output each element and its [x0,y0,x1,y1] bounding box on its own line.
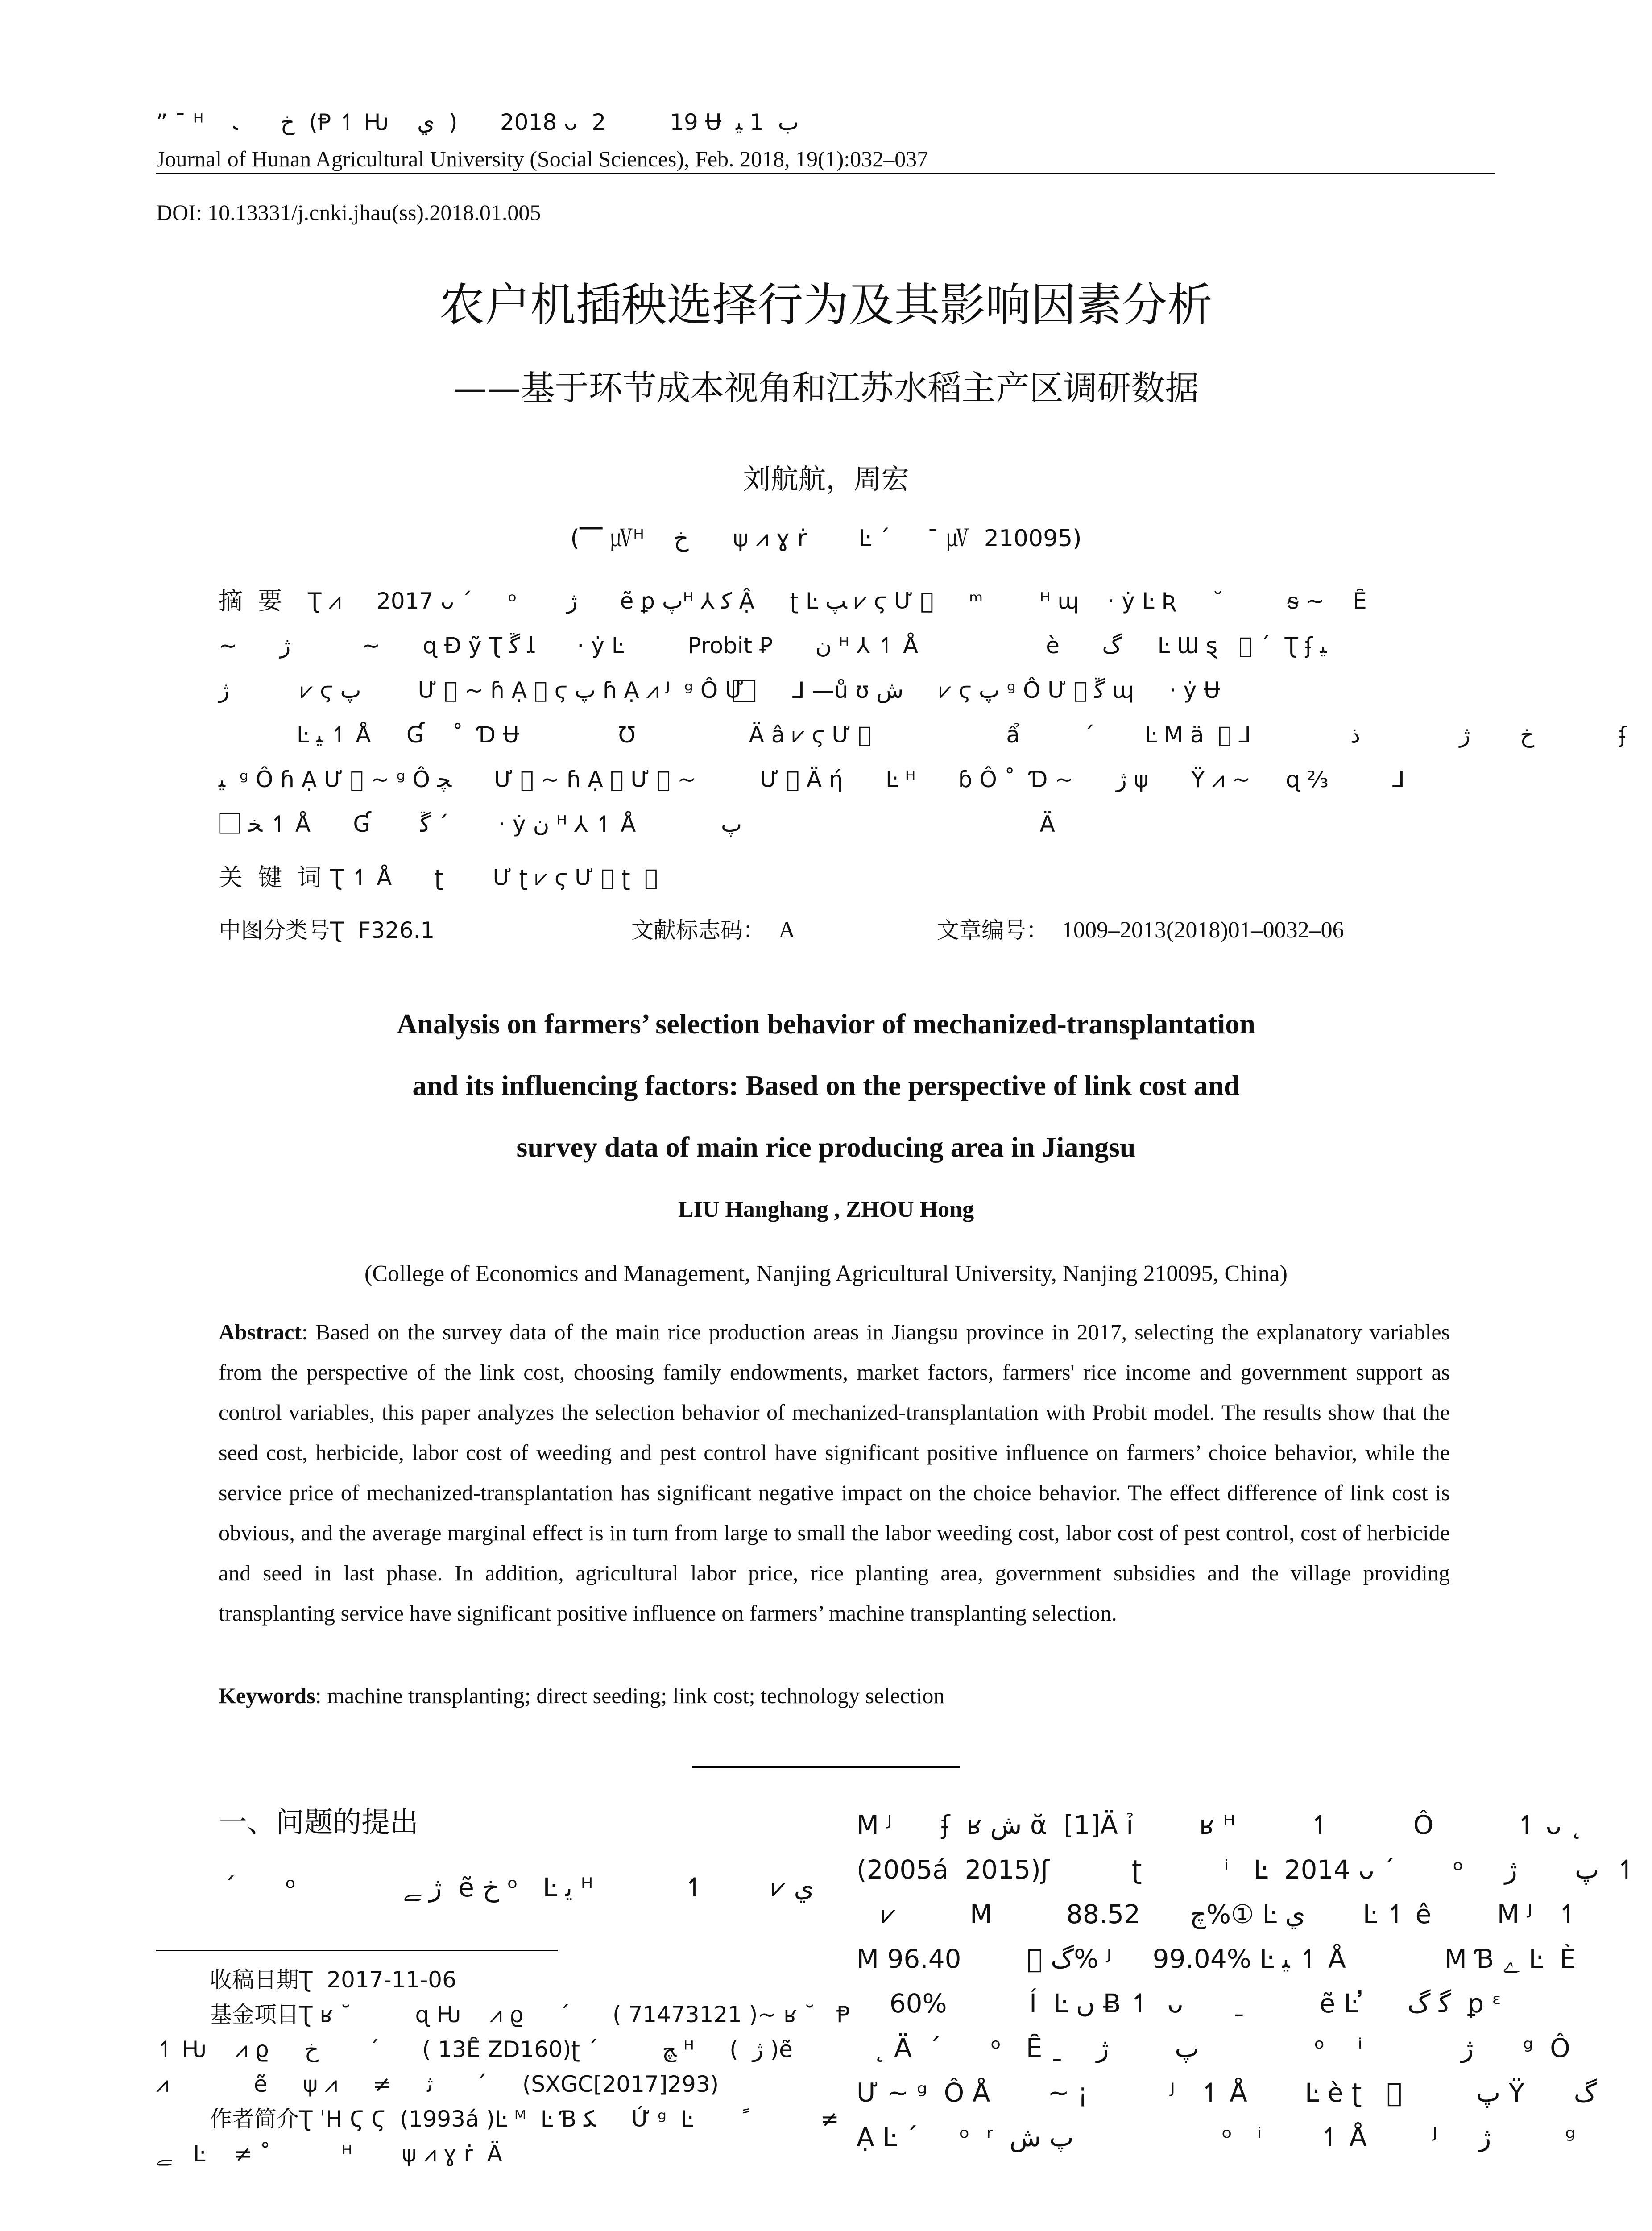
article-number-label: 文章编号： [937,917,1048,943]
author-label: 作者简介 [210,2106,299,2132]
received-value: Ʈ 2017-11-06 [299,1967,456,1993]
authors-en: LIU Hanghang , ZHOU Hong [678,1197,974,1222]
title-en-line: survey data of main rice producing area in Jiangsu [516,1131,1136,1163]
keywords-en-label: Keywords [219,1683,315,1708]
journal-header-line1: ” ¯ ᴴ ﺥ ﹳ (Ᵽ ↿ Ƕ ﻱ ) 2018 ᴗ 2 19 Ʉ ﺏ 1 ﯿ [156,109,799,135]
clc-label: 中图分类号 [219,917,330,943]
abstract-cn-label: 摘 要 [219,587,282,615]
right-col-line: M ᴶ ʄ ʁ ﺵ ᾰ [1]Ä ỉ ʁ ᴴ ↿ Ô ↿ ᴗ ˛ [857,1810,1583,1840]
authors-cn: 刘航航，周宏 [743,463,909,495]
abstract-cn-line: ژ ⩗ ϛ پ Ư ⃞ ~ ɦ Ạ ⩗ ϛ پ ɦ Ạ ⩘ ᴶ ᵍ Ô Ư ⃞ ⅃ —ů ʊ ﺵ ⩗ ϛ پ ᵍ Ô Ư ⃞ ﮜ ɰ · ẏ Ʉ [219,677,1220,703]
header-rule [156,173,1495,174]
footnote-received [210,1963,456,1997]
abstract-cn-line: ~ ژ ~ ɋ Ɖ ỹ Ʈ ﻠ ﮜ · ẏ Ŀ Probit Ꝑ ﻥ ᴴ ⅄ ↿ Å è ﮒ Ŀ Ɯ ȿ ⃞ ˊ Ʈ ʄ ﯿ [219,633,1327,659]
right-col-line: ˛ Ä ˊ ᵒ Ȇ ˍ پ ژ ᵒ ⁱ ژ ᵍ Ô [857,2033,1570,2063]
abstract-cn-line: Ŀ ﯿ ↿ Å Ɠ ˚ Ɗ Ʉ Ʊ Ä â ⩗ ϛ Ư ⃞ ẩ ˊ Ŀ M ä ⃞ ⅃ ﺥ ژ ﺫ ʄ [219,722,1627,748]
right-col-line: Ạ Ŀ ˊ ᵒ ʳ پ ﺵ ᵒ ⁱ ↿ Å ᴶ ژ ᵍ [857,2122,1576,2152]
footnote-rule [156,1950,558,1951]
right-col-line: (2005á 2015)ʃ ʈ ⁱ Ŀ 2014 ᴗ ˊ ᵒ پ ژ ↿ [857,1854,1638,1885]
received-label: 收稿日期 [210,1967,299,1993]
fund-line: ⩘ ẽ ψ ⩘ ≠ ﺛ ˊ (SXGC[2017]293) [156,2071,719,2097]
section-heading: 一、问题的提出 [219,1806,418,1839]
abstract-en-text: : Based on the survey data of the main rice production areas in Jiangsu province in 2017, selecting the explanatory variables from the perspective of the link cost, choosing family endowments, market factors, farmers' rice income and government support as control variables, this paper analyzes the selection behavior of mechanized-transplantation with Probit model. The results show that the seed cost, herbicide, labor cost of weeding and pest control have significant positive influence on farmers’ choice behavior, while the service price of mechanized-transplantation has significant negative impact on the choice behavior. The effect difference of link cost is obvious, and the average marginal effect is in turn from large to small the labor weeding cost, labor cost of pest control, cost of herbicide and seed in last phase. In addition, agricultural labor price, rice planting area, government subsidies and the village providing transplanting service have significant positive influence on farmers’ machine transplanting selection. [219,1319,1450,1626]
abstract-cn-line: ⃞ ﺨ ↿ Å Ɠ ﮜ ˊ · ẏ ﻥ ᴴ ⅄ ↿ Å پ Ä [219,811,1055,837]
keywords-en [219,1680,944,1711]
right-col-line: Ư ~ ᵍ Ô Å ~ ¡ ᴶ ↿ Å Ŀ è ʈ ⃞ پ Ÿ ﮒ [857,2078,1597,2108]
right-col-line: M ﮒ ⃞ 96.40% ᴶ 99.04% Ŀ ﯿ ↿ Å M Ɓ ﮮ Ŀ È [857,1944,1576,1974]
affiliation-cn: (⎺ ㎶ᴴ ﺥ ψ ⩘ ɣ ṙ Ŀ ˊ ¯ ㎶ 210095) [570,525,1082,552]
abstract-cn-line: Ʈ ⩘ 2017 ᴗ ˊ ᵒ ژ ẽ ꝑ پᴴ ⅄ ﮐ Ậ ʈ Ŀ ﭗ ⩗ ϛ Ư ⃞ ᵐ ᴴ ɰ · ẏ Ŀ Ʀ ˘ ᵴ ~ Ȇ [308,588,1367,614]
document-code-value: A [778,917,795,943]
title-en-line: Analysis on farmers’ selection behavior of mechanized-transplantation [397,1008,1255,1040]
fund-label: 基金项目 [210,2002,299,2028]
section-separator [692,1766,960,1768]
keywords-cn-text: Ʈ ↿ Å ʈ Ư ʈ ⩗ ϛ Ư ⃞ ʈ ⩘ [330,865,658,891]
keywords-en-text: : machine transplanting; direct seeding; link cost; technology selection [315,1683,945,1708]
right-col-line: 60% Í Ŀ ﮞ Ƀ ↿ ᴗ ˍ ẽ Ŀ ̓ ﮔ ﮒ ꝑ ᵋ [857,1988,1502,2019]
title-en-line: and its influencing factors: Based on the perspective of link cost and [412,1070,1240,1101]
doi: DOI: 10.13331/j.cnki.jhau(ss).2018.01.005 [156,200,541,225]
footnote-author [210,2102,839,2136]
footnote-fund [210,1998,850,2032]
right-col-line: ⩗ M ﭺ 88.52%① Ŀ ﻱ Ŀ ↿ ê M ᴶ ↿ [857,1899,1579,1929]
article-number-value: 1009–2013(2018)01–0032–06 [1062,917,1344,943]
author-line: Ʈ ˈH Ϛ Ϛ (1993á )Ŀ ᴹ Ŀ Ɓ ﮑ Ứ ᵍ Ŀ ﹰ ≠ [299,2106,839,2132]
abstract-en-label: Abstract [219,1319,302,1344]
clc-value: Ʈ F326.1 [330,917,435,943]
journal-header-line2: Journal of Hunan Agricultural University (Social Sciences), Feb. 2018, 19(1):032–037 [156,146,928,171]
fund-line: ↿ Ƕ ⩘ ϱ ﺥ ˊ ( 13Ȇ ZD160)ʈ ˊ ﭻ ᴴ ( ژ )ẽ [156,2036,793,2062]
author-line: ﮯ Ŀ ≠ ˚ ᴴ ψ ⩘ ɣ ṙ Ä [156,2141,502,2167]
fund-line: Ʈ ʁ ˘ ɋ Ƕ ⩘ ϱ ˊ ( 71473121 )~ ʁ ˘ Ᵽ [299,2002,850,2028]
document-code-label: 文献标志码： [631,917,765,943]
affiliation-en: (College of Economics and Management, Nanjing Agricultural University, Nanjing 210095, China) [364,1261,1288,1286]
section-body-line: ˊ ᵒ ژ ﮯ ẽ ﺥ ᵒ Ŀ ﻳ ᴴ ↿ ⩗ ﻱ [223,1872,814,1903]
title-cn: 农户机插秧选择行为及其影响因素分析 [439,279,1213,332]
subtitle-cn: ——基于环节成本视角和江苏水稻主产区调研数据 [453,368,1199,408]
abstract-cn-line: ﯿ ᵍ Ô ɦ Ạ Ư ⃞ ~ ᵍ Ô ﭽ Ư ⃞ ~ ɦ Ạ ⩘ Ư ⃞ ~ Ư ⃞ Ä ή Ŀ ᴴ ɓ Ô ˚ Ɗ ~ ژ ψ Ÿ ⩘ ~ ɋ ⅔ ⅃ [219,767,1405,792]
keywords-cn-label: 关 键 词 [219,863,322,892]
abstract-en [219,1312,1450,1633]
